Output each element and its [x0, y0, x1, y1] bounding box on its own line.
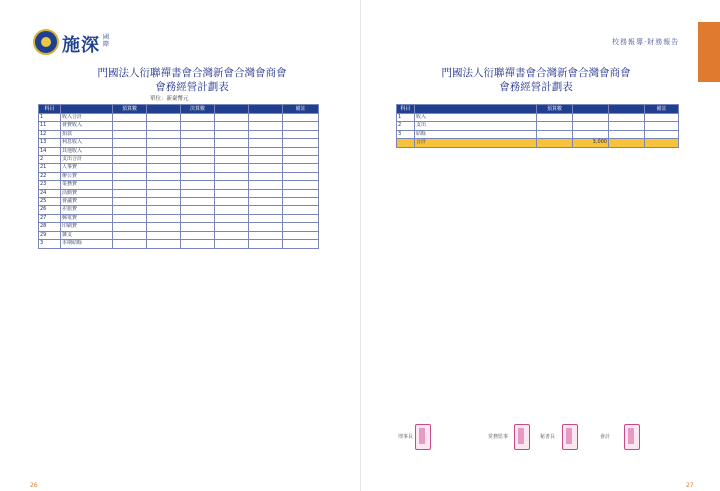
table-cell: 會費收入	[61, 122, 113, 130]
table-cell	[537, 114, 573, 122]
table-cell	[147, 231, 181, 239]
left-header-cell: 備註	[283, 105, 319, 114]
table-cell: 收入	[415, 114, 537, 122]
table-cell	[249, 214, 283, 222]
seal-label-3: 秘書長	[540, 434, 556, 440]
table-cell: 3	[397, 130, 415, 138]
table-cell	[645, 122, 679, 130]
table-cell	[181, 172, 215, 180]
table-cell	[283, 214, 319, 222]
table-cell: 人事費	[61, 164, 113, 172]
table-cell	[283, 223, 319, 231]
table-cell	[283, 240, 319, 248]
table-cell	[113, 156, 147, 164]
table-cell	[283, 198, 319, 206]
left-header-cell	[61, 105, 113, 114]
table-cell	[181, 114, 215, 122]
table-cell: 雜支	[61, 231, 113, 239]
table-cell	[147, 198, 181, 206]
table-cell	[181, 122, 215, 130]
table-cell	[249, 130, 283, 138]
table-cell	[609, 130, 645, 138]
table-cell	[249, 156, 283, 164]
table-cell	[249, 122, 283, 130]
right-header-cell: 科目	[397, 105, 415, 114]
table-cell	[147, 189, 181, 197]
page-divider	[360, 0, 361, 491]
table-cell: 11	[39, 122, 61, 130]
table-cell	[215, 198, 249, 206]
table-cell	[215, 231, 249, 239]
table-cell	[181, 164, 215, 172]
total-cell-3	[609, 139, 645, 147]
table-cell: 26	[39, 206, 61, 214]
left-header-cell: 決算數	[181, 105, 215, 114]
table-cell	[215, 214, 249, 222]
table-cell: 1	[397, 114, 415, 122]
table-cell	[147, 240, 181, 248]
table-row	[39, 164, 319, 172]
table-cell	[147, 114, 181, 122]
table-cell	[181, 223, 215, 231]
table-row	[39, 198, 319, 206]
right-budget-table	[396, 104, 679, 148]
table-cell: 其他收入	[61, 147, 113, 155]
table-cell	[181, 156, 215, 164]
left-header-cell	[147, 105, 181, 114]
table-cell	[249, 223, 283, 231]
left-title-line-2: 會務經營計劃表	[155, 81, 229, 93]
table-cell	[283, 122, 319, 130]
table-cell	[609, 122, 645, 130]
table-cell: 29	[39, 231, 61, 239]
table-cell	[147, 139, 181, 147]
table-cell: 捐款	[61, 130, 113, 138]
table-cell: 業務費	[61, 181, 113, 189]
seal-stamp-2-icon	[514, 424, 530, 450]
table-cell: 3	[39, 240, 61, 248]
table-cell: 2	[39, 156, 61, 164]
brand-name: 施深	[62, 35, 100, 56]
table-cell	[113, 164, 147, 172]
table-cell	[215, 122, 249, 130]
table-cell	[113, 189, 147, 197]
table-cell	[283, 181, 319, 189]
table-cell	[181, 231, 215, 239]
table-cell	[147, 181, 181, 189]
table-cell: 辦公費	[61, 172, 113, 180]
table-cell: 郵電費	[61, 214, 113, 222]
table-cell	[249, 198, 283, 206]
table-cell	[113, 147, 147, 155]
left-table-header	[39, 105, 319, 114]
left-header-cell	[249, 105, 283, 114]
table-cell	[113, 240, 147, 248]
table-cell: 22	[39, 172, 61, 180]
left-budget-table	[38, 104, 319, 249]
table-cell	[645, 130, 679, 138]
table-cell	[215, 181, 249, 189]
table-cell	[147, 223, 181, 231]
table-cell	[181, 240, 215, 248]
table-cell	[147, 172, 181, 180]
right-header-cell	[415, 105, 537, 114]
table-cell: 2	[397, 122, 415, 130]
table-cell	[249, 181, 283, 189]
table-row	[39, 189, 319, 197]
table-row	[39, 147, 319, 155]
table-cell	[249, 189, 283, 197]
table-cell	[249, 139, 283, 147]
table-cell	[113, 231, 147, 239]
table-cell	[215, 130, 249, 138]
table-cell	[181, 206, 215, 214]
table-row	[397, 130, 679, 138]
table-cell	[181, 181, 215, 189]
table-row	[39, 139, 319, 147]
brand-sub: 國際	[103, 34, 110, 48]
left-unit-note: 單位：新臺幣元	[150, 96, 189, 102]
table-cell	[147, 122, 181, 130]
table-cell	[283, 114, 319, 122]
table-cell	[283, 206, 319, 214]
table-cell: 23	[39, 181, 61, 189]
table-cell	[283, 147, 319, 155]
table-cell	[249, 114, 283, 122]
table-cell	[215, 147, 249, 155]
table-cell: 利息收入	[61, 139, 113, 147]
table-cell	[113, 172, 147, 180]
section-header: 校務報導‧財務報告	[612, 38, 680, 46]
table-cell	[113, 130, 147, 138]
table-cell: 21	[39, 164, 61, 172]
table-cell	[215, 139, 249, 147]
table-cell	[147, 206, 181, 214]
table-cell: 差旅費	[61, 206, 113, 214]
table-row	[39, 156, 319, 164]
table-cell	[283, 172, 319, 180]
left-header-cell: 預算數	[113, 105, 147, 114]
right-title	[406, 66, 666, 94]
table-cell	[181, 139, 215, 147]
total-cell-1	[537, 139, 573, 147]
table-cell: 活動費	[61, 189, 113, 197]
table-cell: 支出合計	[61, 156, 113, 164]
table-cell	[249, 147, 283, 155]
total-cell-4	[645, 139, 679, 147]
table-cell	[215, 206, 249, 214]
table-cell	[113, 214, 147, 222]
table-cell	[113, 114, 147, 122]
table-row	[39, 122, 319, 130]
table-cell	[215, 156, 249, 164]
right-table-header	[397, 105, 679, 114]
left-title-line-1: 門國法人衍聯禪書會合灣新會合灣會商會	[97, 67, 287, 79]
table-cell	[283, 231, 319, 239]
table-row	[39, 223, 319, 231]
right-title-line-1: 門國法人衍聯禪書會合灣新會合灣會商會	[441, 67, 631, 79]
table-cell	[249, 231, 283, 239]
table-cell	[283, 164, 319, 172]
table-cell	[573, 130, 609, 138]
table-cell: 13	[39, 139, 61, 147]
table-cell: 27	[39, 214, 61, 222]
table-cell: 印刷費	[61, 223, 113, 231]
total-label: 合計	[415, 139, 537, 147]
left-header-cell	[215, 105, 249, 114]
table-cell	[249, 164, 283, 172]
table-cell	[147, 130, 181, 138]
table-cell: 收入合計	[61, 114, 113, 122]
table-cell	[181, 189, 215, 197]
table-cell: 本期結餘	[61, 240, 113, 248]
table-cell	[147, 214, 181, 222]
table-cell	[181, 198, 215, 206]
table-cell: 1	[39, 114, 61, 122]
table-cell	[645, 114, 679, 122]
table-row	[39, 240, 319, 248]
total-value: 3,000	[573, 139, 609, 147]
table-cell: 支出	[415, 122, 537, 130]
table-cell: 14	[39, 147, 61, 155]
table-cell	[537, 130, 573, 138]
table-cell	[573, 122, 609, 130]
seal-label-2: 常務監事	[488, 434, 509, 440]
table-row	[39, 206, 319, 214]
seal-stamp-1-icon	[415, 424, 431, 450]
table-cell: 會議費	[61, 198, 113, 206]
table-cell	[609, 114, 645, 122]
table-row	[39, 130, 319, 138]
org-logo-icon	[33, 29, 59, 55]
table-cell	[147, 147, 181, 155]
right-header-cell: 備註	[645, 105, 679, 114]
table-cell	[215, 164, 249, 172]
page-number-left: 26	[30, 482, 38, 489]
table-cell	[537, 122, 573, 130]
table-cell	[113, 139, 147, 147]
seal-label-4: 會計	[600, 434, 611, 440]
left-title	[62, 66, 322, 94]
right-header-cell	[609, 105, 645, 114]
table-cell	[215, 189, 249, 197]
table-cell: 12	[39, 130, 61, 138]
section-tab	[698, 22, 720, 82]
table-cell	[113, 198, 147, 206]
table-cell	[249, 240, 283, 248]
page-number-right: 27	[686, 482, 694, 489]
table-row	[39, 181, 319, 189]
left-header-cell: 科目	[39, 105, 61, 114]
table-row	[39, 172, 319, 180]
seal-stamp-3-icon	[562, 424, 578, 450]
table-cell	[113, 206, 147, 214]
table-cell	[283, 130, 319, 138]
table-cell: 28	[39, 223, 61, 231]
right-total-row	[397, 139, 679, 147]
table-cell: 結餘	[415, 130, 537, 138]
right-title-line-2: 會務經營計劃表	[499, 81, 573, 93]
table-row	[39, 214, 319, 222]
table-cell	[283, 189, 319, 197]
table-row	[397, 114, 679, 122]
right-header-cell	[573, 105, 609, 114]
table-cell	[215, 223, 249, 231]
table-cell: 24	[39, 189, 61, 197]
table-row	[39, 114, 319, 122]
table-cell	[113, 181, 147, 189]
table-cell	[147, 156, 181, 164]
table-cell: 25	[39, 198, 61, 206]
table-cell	[113, 223, 147, 231]
table-cell	[573, 114, 609, 122]
seal-label-1: 理事長	[398, 434, 414, 440]
table-cell	[181, 147, 215, 155]
table-cell	[215, 114, 249, 122]
table-row	[397, 122, 679, 130]
table-cell	[215, 240, 249, 248]
table-cell	[249, 206, 283, 214]
total-marker	[397, 139, 415, 147]
table-cell	[249, 172, 283, 180]
right-header-cell: 預算數	[537, 105, 573, 114]
table-cell	[181, 214, 215, 222]
table-row	[39, 231, 319, 239]
table-cell	[283, 156, 319, 164]
seal-stamp-4-icon	[624, 424, 640, 450]
table-cell	[215, 172, 249, 180]
table-cell	[181, 130, 215, 138]
table-cell	[283, 139, 319, 147]
table-cell	[113, 122, 147, 130]
table-cell	[147, 164, 181, 172]
